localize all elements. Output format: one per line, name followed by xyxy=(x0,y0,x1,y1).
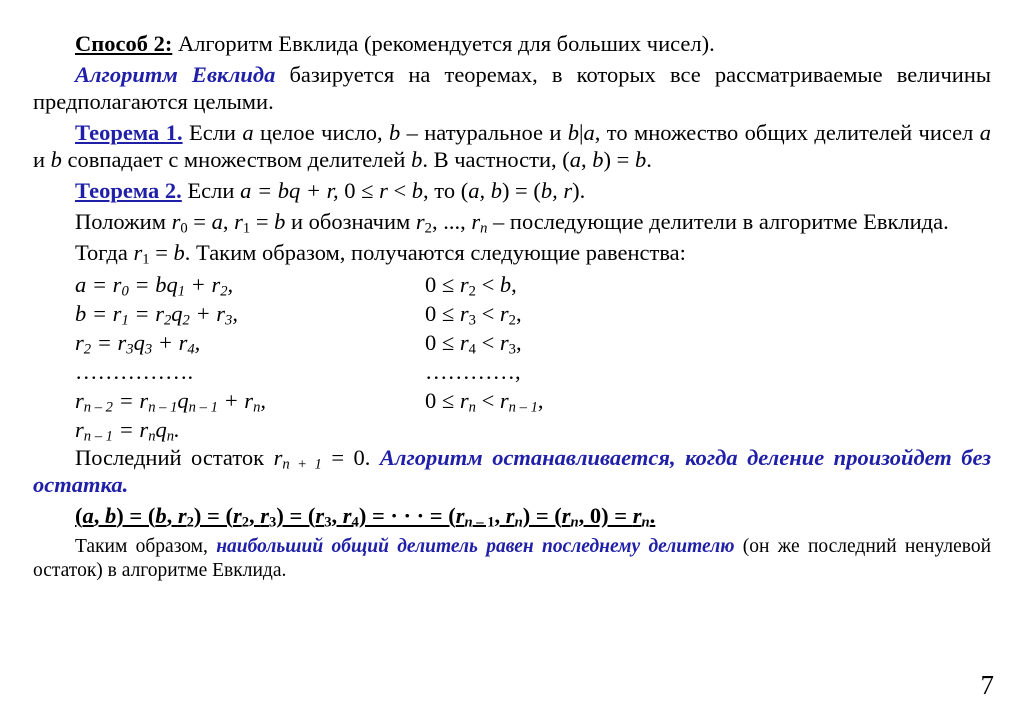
equation-row xyxy=(33,299,991,328)
equation-row xyxy=(33,415,991,444)
text-run: Если xyxy=(181,178,241,203)
text-run: , ..., xyxy=(431,209,472,234)
text-run: (он же последний ненулевой остаток) в алгоритме Евклида. xyxy=(33,536,991,581)
equation-right: $0 \le r_3 < r_2$, xyxy=(425,301,522,329)
var: b xyxy=(173,240,185,265)
var: a xyxy=(583,120,595,145)
text-run: совпадает с множеством делителей xyxy=(61,147,412,172)
var: r xyxy=(171,209,181,234)
var: a xyxy=(569,147,582,172)
equation-left: $b = r_1 = r_2q_2 + r_3$, xyxy=(75,301,238,329)
theorem-2-label: Теорема 2. xyxy=(75,178,182,203)
subscript: 2 xyxy=(424,220,432,237)
subscript: n xyxy=(480,220,488,237)
theorem-1 xyxy=(33,119,991,173)
text-run: ) = xyxy=(603,147,635,172)
var: b xyxy=(567,120,580,145)
var: a xyxy=(242,120,254,145)
text-run: = xyxy=(187,209,212,234)
subscript: 1 xyxy=(142,251,150,268)
text-run: и обозначим xyxy=(285,209,416,234)
then-para xyxy=(33,239,991,266)
var: r xyxy=(234,209,243,234)
method-text: Алгоритм Евклида (рекомендуется для больших чисел). xyxy=(172,31,715,56)
equation-row xyxy=(33,357,991,386)
text-run: – последующие делители в алгоритме Евклида. xyxy=(487,209,949,234)
var: r xyxy=(379,178,388,203)
equation-right-empty xyxy=(425,415,991,444)
var: b, r xyxy=(540,178,573,203)
equation-right: $0 \le r_2 < b$, xyxy=(425,272,517,300)
text-run: ) = ( xyxy=(501,178,541,203)
text-run: Если xyxy=(182,120,243,145)
gcd-chain xyxy=(33,502,991,529)
text-run: = xyxy=(250,209,275,234)
last-remainder-para xyxy=(33,444,991,498)
text-run: Тогда xyxy=(75,240,134,265)
var: b xyxy=(411,178,424,203)
var: b xyxy=(634,147,647,172)
equation-row xyxy=(33,270,991,299)
text-run: – натуральное и xyxy=(400,120,568,145)
euclid-term: Алгоритм Евклида xyxy=(75,62,276,87)
var: r xyxy=(415,209,425,234)
text-run: Последний остаток xyxy=(75,445,274,470)
equation-left: $r_{n - 1} = r_nq_n$. xyxy=(75,417,180,445)
equation-row xyxy=(33,386,991,415)
gcd-emphasis: наибольший общий делитель равен последнему делителю xyxy=(216,536,735,557)
var: a xyxy=(979,120,992,145)
subscript: n + 1 xyxy=(282,456,322,473)
text-run: < xyxy=(387,178,412,203)
var: b xyxy=(274,209,286,234)
var: r xyxy=(471,209,481,234)
euclid-intro xyxy=(33,61,991,115)
method-line xyxy=(33,30,991,57)
text-run: . В частности, ( xyxy=(422,147,570,172)
formula: a = bq + r, xyxy=(240,178,339,203)
var: r xyxy=(273,445,283,470)
var: b xyxy=(388,120,401,145)
text-run: . xyxy=(646,147,652,172)
page-number: 7 xyxy=(980,670,994,700)
method-label: Способ 2: xyxy=(75,31,173,56)
text-run: = 0. xyxy=(321,445,380,470)
equation-left: $r_2 = r_3q_3 + r_4$, xyxy=(75,330,201,358)
var: b xyxy=(411,147,423,172)
theorem-2 xyxy=(33,177,991,204)
text-run: Таким образом, xyxy=(75,536,217,557)
var: a xyxy=(211,209,223,234)
slide-content xyxy=(33,30,991,587)
equations-block xyxy=(33,270,991,444)
equation-left: $a = r_0 = bq_1 + r_2$, xyxy=(75,272,234,300)
text-run: , xyxy=(581,147,593,172)
conclusion-para xyxy=(33,535,991,583)
text-run: . Таким образом, получаются следующие равенства: xyxy=(184,240,686,265)
text-run: 0 ≤ xyxy=(338,178,380,203)
divides-symbol: | xyxy=(579,120,584,145)
theorem-1-label: Теорема 1. xyxy=(75,120,183,145)
text-run: = xyxy=(149,240,174,265)
subscript: 0 xyxy=(180,220,188,237)
equation-right-dots: …………, xyxy=(425,359,521,384)
text-run: , то ( xyxy=(423,178,469,203)
equation-right: $0 \le r_4 < r_3$, xyxy=(425,330,522,358)
var: b xyxy=(592,147,604,172)
equation-left: $r_{n - 2} = r_{n - 1}q_{n - 1} + r_n$, xyxy=(75,388,267,416)
gcd-chain-formula: (a, b) = (b, $r_2) = (r_2$, $r_3) = (r_3$, $r_4$) = · · · = ($r_n$ $_{- 1}$, $r_n) = (r_n$, $0) = r_n$. xyxy=(75,503,656,531)
var: a, b xyxy=(468,178,502,203)
text-run: , xyxy=(222,209,235,234)
text-run: ). xyxy=(572,178,586,203)
definitions-para xyxy=(33,208,991,235)
euclid-intro-text: базируется на теоремах, в которых все рассматриваемые величины предполагаются целыми. xyxy=(33,62,991,114)
equation-right: $0 \le r_n < r_{n - 1}$, xyxy=(425,388,544,416)
text-run: целое число, xyxy=(253,120,389,145)
equation-row xyxy=(33,328,991,357)
text-run: , то множество общих делителей чисел xyxy=(594,120,980,145)
var: r xyxy=(133,240,143,265)
var: b xyxy=(50,147,62,172)
text-run: и xyxy=(33,147,51,172)
subscript: 1 xyxy=(242,220,251,237)
text-run: Положим xyxy=(75,209,172,234)
algorithm-stops-emphasis: Алгоритм останавливается, когда деление произойдет без остатка. xyxy=(33,445,992,497)
equation-left-dots: ……………. xyxy=(75,359,194,384)
